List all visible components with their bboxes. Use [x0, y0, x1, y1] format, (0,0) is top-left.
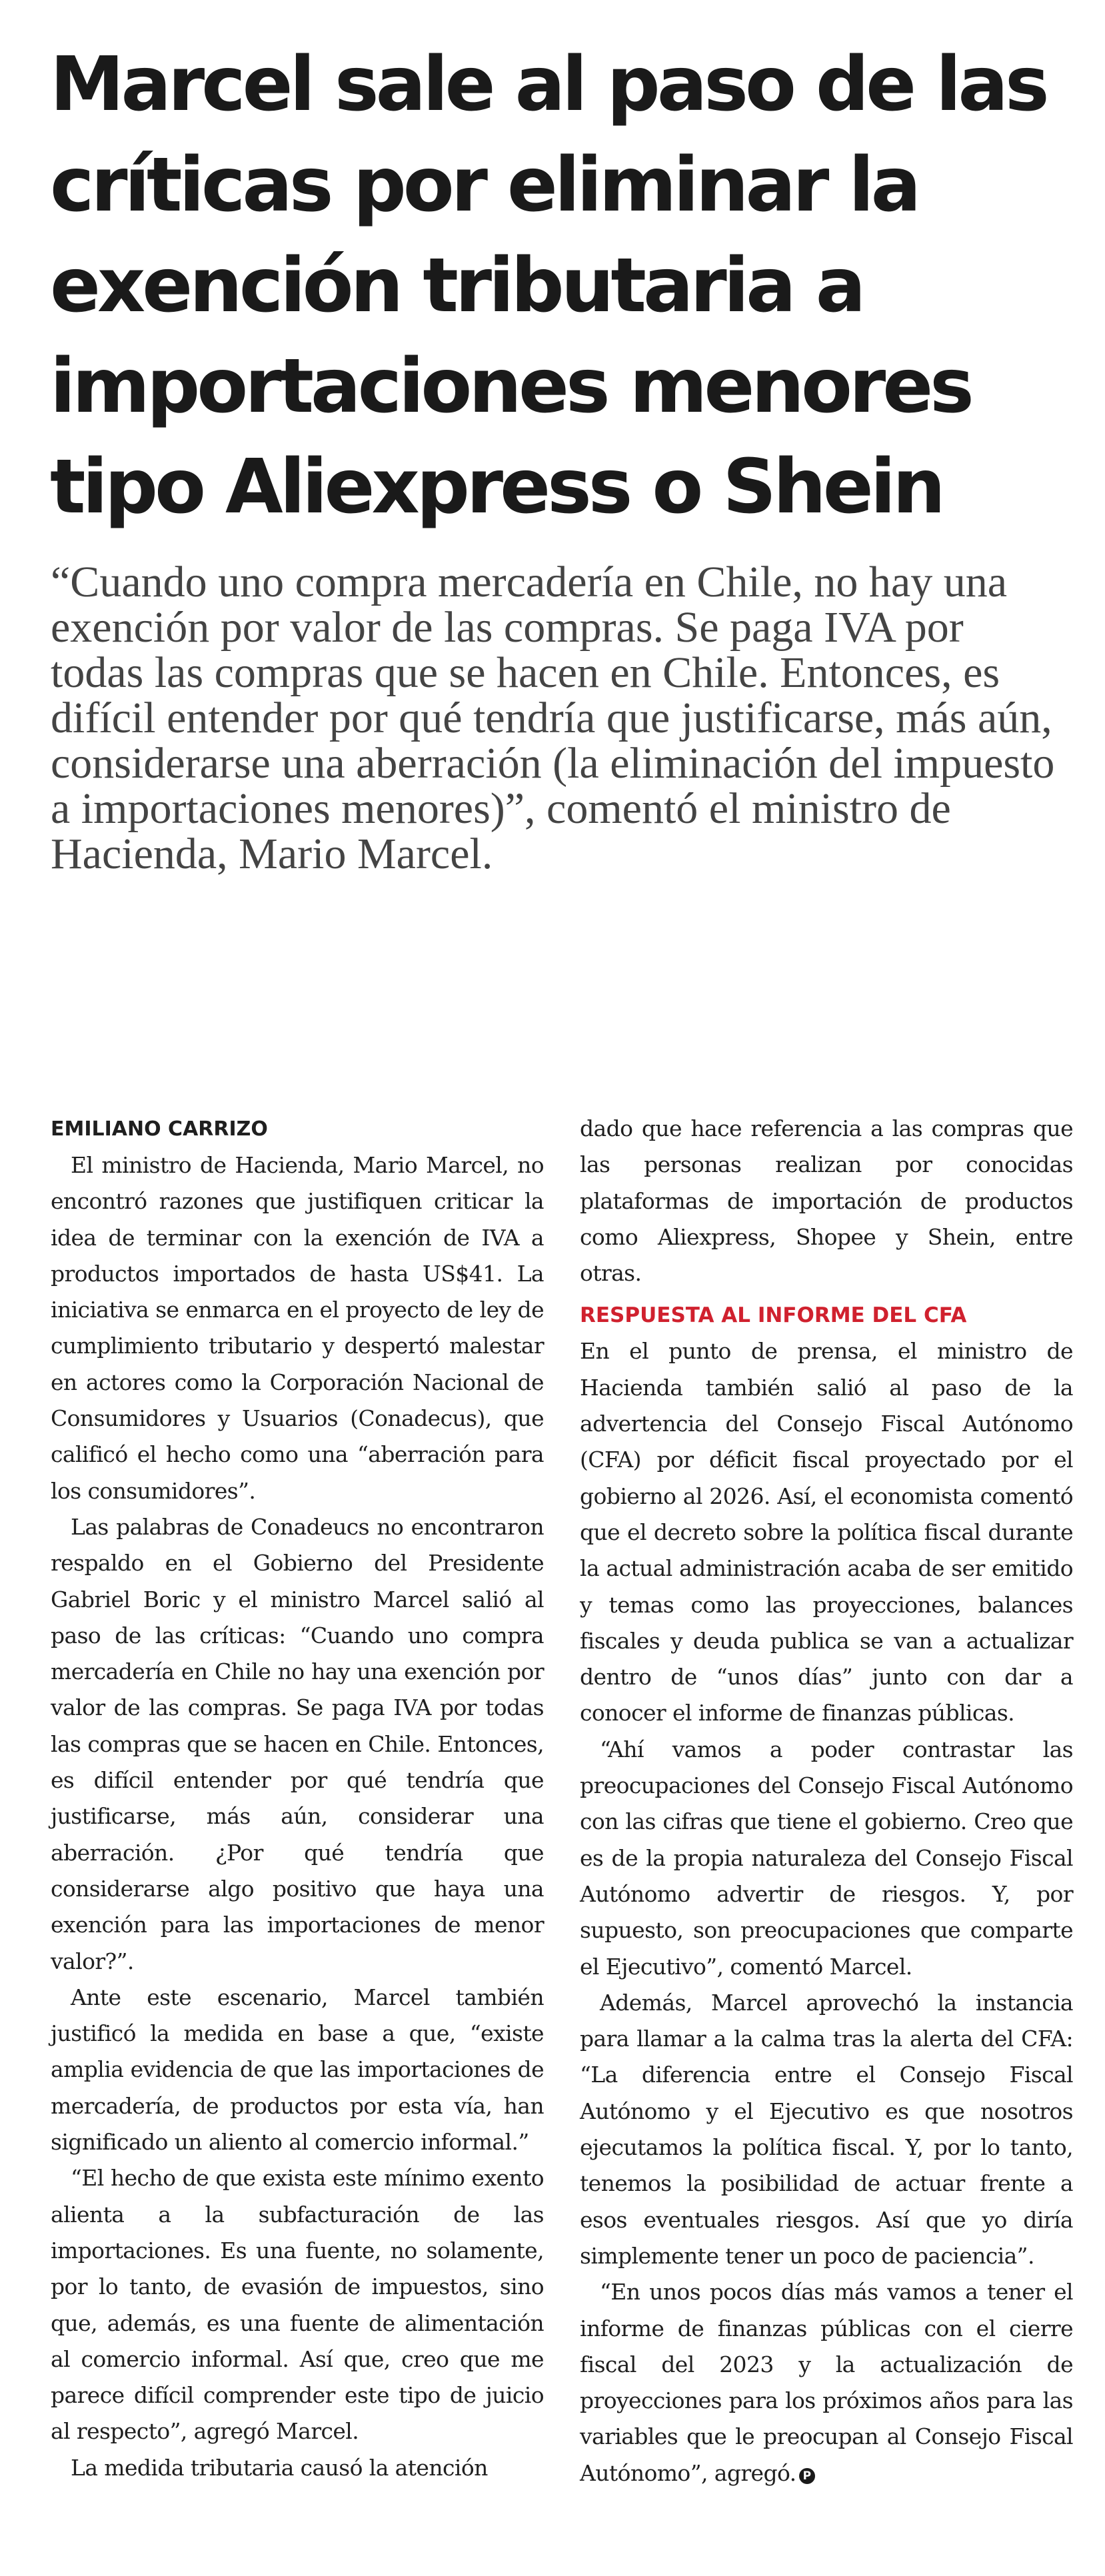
paragraph: “El hecho de que exista este mínimo exento alienta a la subfacturación de las importaciones. Es una fuente, no solamente, por lo tanto, de evasión de impuestos, sino que, además, es una fuente de alimentación al comercio informal. Así que, creo que me parece difícil comprender este tipo de juicio al respecto”, agregó Marcel. — [51, 2165, 544, 2445]
pull-quote: “Cuando uno compra mercadería en Chile, no hay una exención por valor de las compras. Se paga IVA por todas las compras que se hacen en Chile. Entonces, es difícil entender por qué tendría que justificarse, más aún, considerarse una aberración (la eliminación del impuesto a importaciones menores)”, comentó el ministro de Hacienda, Mario Marcel. — [51, 558, 1055, 878]
paragraph: Las palabras de Conadeucs no encontraron respaldo en el Gobierno del Presidente Gabriel Boric y el ministro Marcel salió al paso de las críticas: “Cuando uno compra mercadería en Chile no hay una exención por valor de las compras. Se paga IVA por todas las compras que se hacen en Chile. Entonces, es difícil entender por qué tendría que justificarse, más aún, considerar una aberración. ¿Por qué tendría que considerarse algo positivo que haya una exención para las importaciones de menor valor?”. — [51, 1513, 544, 1974]
paragraph: dado que hace referencia a las compras que las personas realizan por conocidas plataformas de importación de productos como Aliexpress, Shopee y Shein, entre otras. — [580, 1115, 1073, 1287]
paragraph: Además, Marcel aprovechó la instancia para llamar a la calma tras la alerta del CFA: “La diferencia entre el Consejo Fiscal Autónomo y el Ejecutivo es que nosotros ejecutamos la política fiscal. Y, por lo tanto, tenemos la posibilidad de actuar frente a esos eventuales riesgos. Así que yo diría simplemente tener un poco de paciencia”. — [580, 1989, 1073, 2269]
paragraph: La medida tributaria causó la atención — [71, 2454, 488, 2481]
paragraph: El ministro de Hacienda, Mario Marcel, no encontró razones que justifiquen criticar la idea de terminar con la exención de IVA a productos importados de hasta US$41. La iniciativa se enmarca en el proyecto de ley de cumplimiento tributario y despertó malestar en actores como la Corporación Nacional de Consumidores y Usuarios (Conadecus), que calificó el hecho como una “aberración para los consumidores”. — [51, 1152, 544, 1504]
left-column — [51, 1111, 544, 2486]
paragraph: En el punto de prensa, el ministro de Hacienda también salió al paso de la advertencia del Consejo Fiscal Autónomo (CFA) por déficit fiscal proyectado por el gobierno al 2026. Así, el economista comentó que el decreto sobre la política fiscal durante la actual administración acaba de ser emitido y temas como las proyecciones, balances fiscales y deuda publica se van a actualizar dentro de “unos días” junto con dar a conocer el informe de finanzas públicas. — [580, 1338, 1073, 1726]
section-subhead: RESPUESTA AL INFORME DEL CFA — [580, 1303, 967, 1328]
end-mark-icon: P — [799, 2468, 815, 2484]
right-column — [580, 1111, 1073, 2491]
paragraph: “Ahí vamos a poder contrastar las preocupaciones del Consejo Fiscal Autónomo con las cifras que tiene el gobierno. Creo que es de la propia naturaleza del Consejo Fiscal Autónomo advertir de riesgos. Y, por supuesto, son preocupaciones que comparte el Ejecutivo”, comentó Marcel. — [580, 1736, 1073, 1980]
paragraph: Ante este escenario, Marcel también justificó la medida en base a que, “existe amplia evidencia de que las importaciones de mercadería, de productos por esta vía, han significado un aliento al comercio informal.” — [51, 1984, 544, 2156]
paragraph-text: “En unos pocos días más vamos a tener el informe de finanzas públicas con el cierre fiscal del 2023 y la actualización de proyecciones para los próximos años para las variables que le preocupan al Consejo Fiscal Autónomo”, agregó. — [580, 2279, 1073, 2486]
byline: EMILIANO CARRIZO — [51, 1117, 268, 1141]
headline: Marcel sale al paso de las críticas por eliminar la exención tributaria a importaciones menores tipo Aliexpress o Shein — [50, 41, 1046, 530]
paragraph-last — [580, 2274, 1073, 2491]
